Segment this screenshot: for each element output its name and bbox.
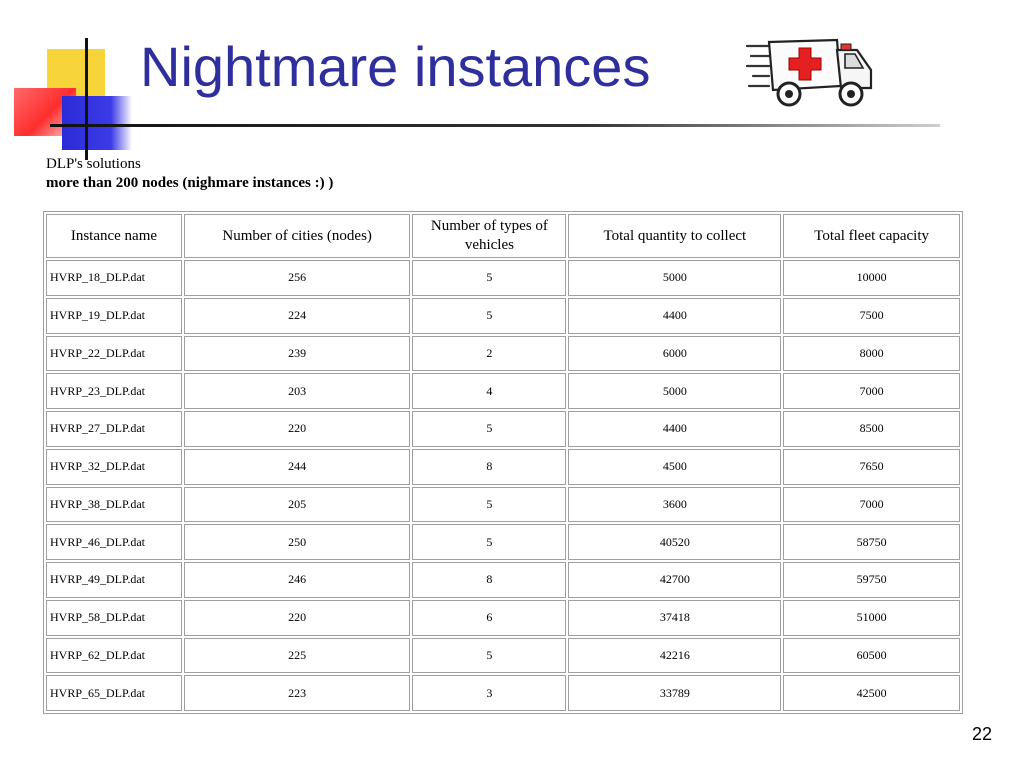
cell-number-of-cities: 256	[184, 260, 411, 296]
table-row	[46, 298, 960, 334]
ambulance-icon	[745, 36, 875, 108]
cell-fleet-capacity: 7000	[783, 487, 960, 523]
cell-instance-name: HVRP_38_DLP.dat	[46, 487, 182, 523]
page-number: 22	[971, 724, 992, 744]
cell-instance-name: HVRP_22_DLP.dat	[46, 336, 182, 372]
subtitle-line-1: DLP's solutions	[46, 156, 141, 172]
cell-total-quantity: 37418	[568, 600, 781, 636]
cell-total-quantity: 5000	[568, 373, 781, 409]
cell-vehicle-types: 5	[412, 638, 566, 674]
cell-instance-name: HVRP_27_DLP.dat	[46, 411, 182, 447]
cell-vehicle-types: 5	[412, 260, 566, 296]
cell-number-of-cities: 246	[184, 562, 411, 598]
cell-vehicle-types: 5	[412, 411, 566, 447]
table-row	[46, 600, 960, 636]
cell-total-quantity: 40520	[568, 524, 781, 560]
table-row	[46, 638, 960, 674]
cell-number-of-cities: 223	[184, 675, 411, 711]
cell-fleet-capacity: 7650	[783, 449, 960, 485]
cell-number-of-cities: 220	[184, 411, 411, 447]
cell-instance-name: HVRP_49_DLP.dat	[46, 562, 182, 598]
cell-number-of-cities: 225	[184, 638, 411, 674]
table-header-row	[46, 214, 960, 258]
cell-fleet-capacity: 60500	[783, 638, 960, 674]
cell-total-quantity: 33789	[568, 675, 781, 711]
header-total-fleet-capacity: Total fleet capacity	[783, 214, 960, 258]
cell-number-of-cities: 220	[184, 600, 411, 636]
cell-total-quantity: 3600	[568, 487, 781, 523]
cell-total-quantity: 42216	[568, 638, 781, 674]
cell-vehicle-types: 5	[412, 298, 566, 334]
cell-vehicle-types: 5	[412, 487, 566, 523]
cell-number-of-cities: 239	[184, 336, 411, 372]
cell-number-of-cities: 250	[184, 524, 411, 560]
subtitle-line-2: more than 200 nodes (nighmare instances :) )	[46, 175, 334, 191]
cell-total-quantity: 4400	[568, 298, 781, 334]
header-total-quantity: Total quantity to collect	[568, 214, 781, 258]
cell-instance-name: HVRP_65_DLP.dat	[46, 675, 182, 711]
title-underline	[50, 124, 940, 127]
cell-fleet-capacity: 59750	[783, 562, 960, 598]
cell-fleet-capacity: 7000	[783, 373, 960, 409]
table-row	[46, 260, 960, 296]
cell-vehicle-types: 8	[412, 449, 566, 485]
cell-fleet-capacity: 42500	[783, 675, 960, 711]
cell-instance-name: HVRP_32_DLP.dat	[46, 449, 182, 485]
cell-number-of-cities: 205	[184, 487, 411, 523]
table-row	[46, 373, 960, 409]
instances-table-container	[43, 211, 963, 714]
cell-total-quantity: 4400	[568, 411, 781, 447]
cell-fleet-capacity: 58750	[783, 524, 960, 560]
cell-fleet-capacity: 51000	[783, 600, 960, 636]
table-row	[46, 675, 960, 711]
cell-total-quantity: 5000	[568, 260, 781, 296]
cell-total-quantity: 4500	[568, 449, 781, 485]
table-row	[46, 562, 960, 598]
cell-vehicle-types: 8	[412, 562, 566, 598]
cell-number-of-cities: 203	[184, 373, 411, 409]
cell-instance-name: HVRP_62_DLP.dat	[46, 638, 182, 674]
cell-vehicle-types: 2	[412, 336, 566, 372]
slide-title: Nightmare instances	[140, 35, 651, 98]
header-number-of-vehicle-types: Number of types of vehicles	[412, 214, 566, 258]
instances-table	[43, 211, 963, 714]
cell-fleet-capacity: 8500	[783, 411, 960, 447]
table-row	[46, 524, 960, 560]
cell-fleet-capacity: 10000	[783, 260, 960, 296]
decor-blue-square	[62, 96, 132, 150]
cell-vehicle-types: 5	[412, 524, 566, 560]
cell-number-of-cities: 244	[184, 449, 411, 485]
decor-vertical-line	[85, 38, 88, 160]
cell-instance-name: HVRP_18_DLP.dat	[46, 260, 182, 296]
table-row	[46, 336, 960, 372]
subtitle-block	[46, 155, 333, 193]
cell-number-of-cities: 224	[184, 298, 411, 334]
cell-fleet-capacity: 7500	[783, 298, 960, 334]
cell-instance-name: HVRP_23_DLP.dat	[46, 373, 182, 409]
cell-vehicle-types: 6	[412, 600, 566, 636]
cell-instance-name: HVRP_58_DLP.dat	[46, 600, 182, 636]
table-row	[46, 449, 960, 485]
cell-total-quantity: 42700	[568, 562, 781, 598]
cell-vehicle-types: 3	[412, 675, 566, 711]
cell-instance-name: HVRP_46_DLP.dat	[46, 524, 182, 560]
header-number-of-cities: Number of cities (nodes)	[184, 214, 411, 258]
cell-instance-name: HVRP_19_DLP.dat	[46, 298, 182, 334]
cell-total-quantity: 6000	[568, 336, 781, 372]
table-row	[46, 411, 960, 447]
table-row	[46, 487, 960, 523]
header-instance-name: Instance name	[46, 214, 182, 258]
table-body	[46, 260, 960, 711]
cell-fleet-capacity: 8000	[783, 336, 960, 372]
cell-vehicle-types: 4	[412, 373, 566, 409]
